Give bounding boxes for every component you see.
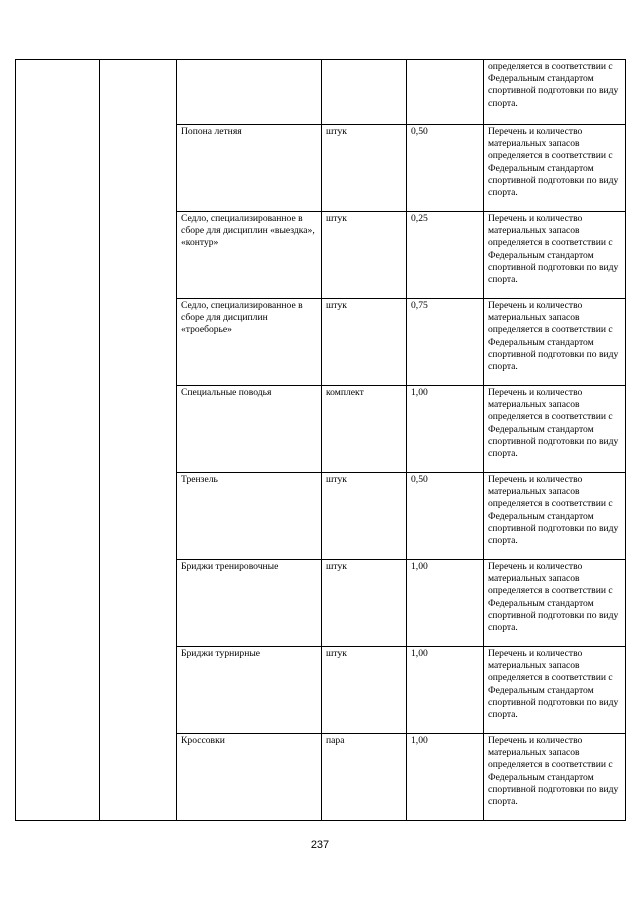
empty-cell [177,60,322,125]
item-name-cell: Трензель [177,473,322,560]
unit-cell: штук [322,125,407,212]
item-name-cell: Кроссовки [177,734,322,821]
note-cell: Перечень и количество материальных запасов определяется в соответствии с Федеральным стандартом спортивной подготовки по виду спорта. [484,560,626,647]
unit-cell: комплект [322,386,407,473]
quantity-cell: 1,00 [407,734,484,821]
quantity-cell: 0,25 [407,212,484,299]
item-name-cell: Бриджи турнирные [177,647,322,734]
item-name-cell: Специальные поводья [177,386,322,473]
quantity-cell: 1,00 [407,647,484,734]
unit-cell: штук [322,212,407,299]
note-cell: Перечень и количество материальных запасов определяется в соответствии с Федеральным стандартом спортивной подготовки по виду спорта. [484,299,626,386]
note-cell: Перечень и количество материальных запасов определяется в соответствии с Федеральным стандартом спортивной подготовки по виду спорта. [484,212,626,299]
quantity-cell: 1,00 [407,386,484,473]
empty-cell [322,60,407,125]
unit-cell: пара [322,734,407,821]
item-name-cell: Седло, специализированное в сборе для дисциплин «выездка», «контур» [177,212,322,299]
empty-cell [407,60,484,125]
item-name-cell: Седло, специализированное в сборе для дисциплин «троеборье» [177,299,322,386]
quantity-cell: 0,50 [407,473,484,560]
unit-cell: штук [322,647,407,734]
note-cell: Перечень и количество материальных запасов определяется в соответствии с Федеральным стандартом спортивной подготовки по виду спорта. [484,386,626,473]
unit-cell: штук [322,299,407,386]
equipment-table [15,59,626,821]
empty-cell [16,60,100,821]
item-name-cell: Попона летняя [177,125,322,212]
note-cell: Перечень и количество материальных запасов определяется в соответствии с Федеральным стандартом спортивной подготовки по виду спорта. [484,647,626,734]
note-cell: определяется в соответствии с Федеральным стандартом спортивной подготовки по виду спорта. [484,60,626,125]
quantity-cell: 1,00 [407,560,484,647]
page-number: 237 [310,839,330,851]
note-cell: Перечень и количество материальных запасов определяется в соответствии с Федеральным стандартом спортивной подготовки по виду спорта. [484,734,626,821]
table-row [16,60,626,125]
note-cell: Перечень и количество материальных запасов определяется в соответствии с Федеральным стандартом спортивной подготовки по виду спорта. [484,473,626,560]
note-cell: Перечень и количество материальных запасов определяется в соответствии с Федеральным стандартом спортивной подготовки по виду спорта. [484,125,626,212]
empty-cell [100,60,177,821]
unit-cell: штук [322,473,407,560]
quantity-cell: 0,50 [407,125,484,212]
quantity-cell: 0,75 [407,299,484,386]
unit-cell: штук [322,560,407,647]
item-name-cell: Бриджи тренировочные [177,560,322,647]
